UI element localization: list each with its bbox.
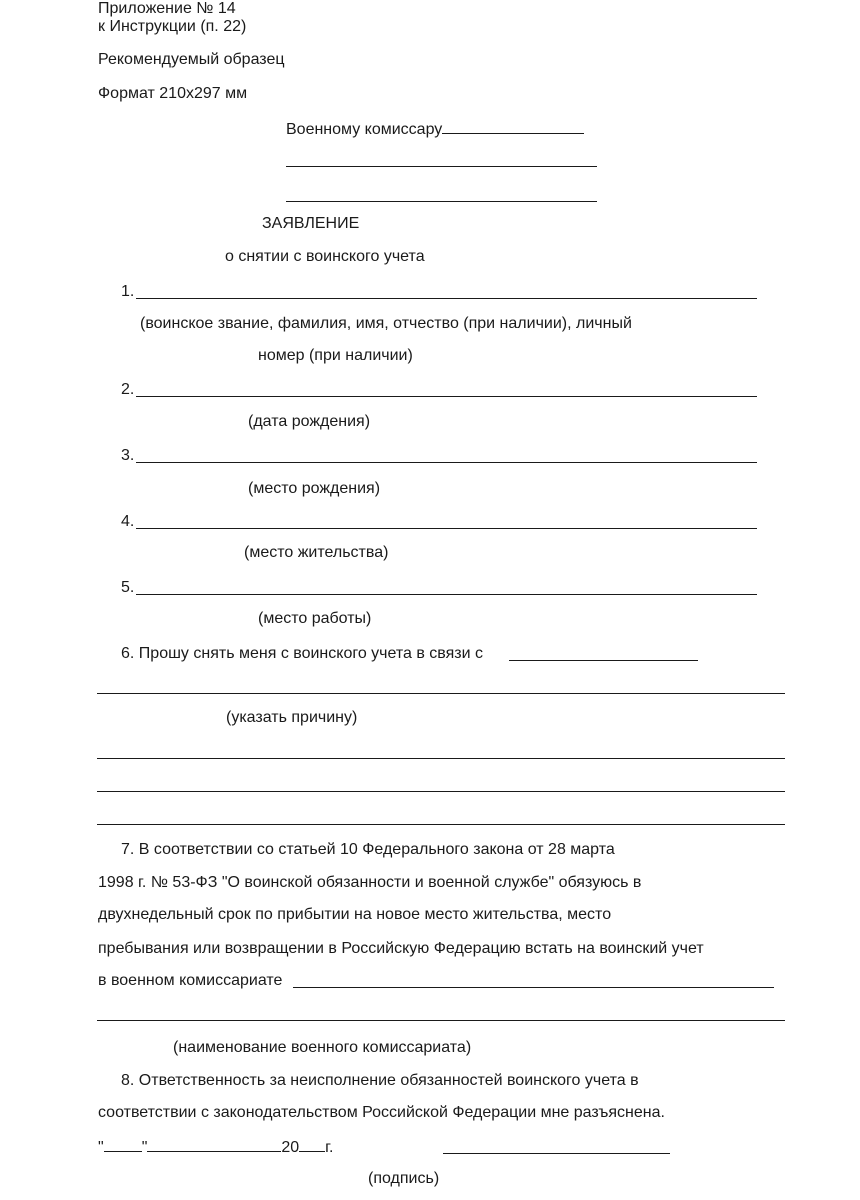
document-subtitle: о снятии с воинского учета [225, 248, 425, 265]
field-1-blank[interactable] [136, 298, 757, 299]
item-8-line-2: соответствии с законодательством Российской Федерации мне разъяснена. [98, 1104, 665, 1121]
addressee-blank-2[interactable] [286, 166, 597, 167]
recommended-sample-label: Рекомендуемый образец [98, 51, 285, 68]
field-4-number: 4. [121, 513, 135, 530]
field-1-number: 1. [121, 283, 135, 300]
field-3-blank[interactable] [136, 462, 757, 463]
item-6-reason-blank-1[interactable] [97, 693, 785, 694]
year-suffix: г. [325, 1139, 334, 1156]
field-2-number: 2. [121, 381, 135, 398]
field-2-blank[interactable] [136, 396, 757, 397]
addressee-line-1 [286, 119, 584, 139]
commissariat-blank[interactable] [97, 1020, 785, 1021]
commissariat-blank-inline[interactable] [293, 987, 774, 988]
item-7-line-5: в военном комиссариате [98, 972, 283, 989]
field-2-caption: (дата рождения) [248, 413, 371, 430]
field-5-blank[interactable] [136, 594, 757, 595]
field-1-caption-2: номер (при наличии) [258, 347, 413, 364]
addressee-label: Военному комиссару [286, 121, 443, 138]
item-6-reason-blank-inline[interactable] [509, 660, 698, 661]
item-6-reason-blank-2[interactable] [97, 758, 785, 759]
field-1-caption: (воинское звание, фамилия, имя, отчество (при наличии), личный [140, 315, 632, 332]
signature-caption: (подпись) [368, 1170, 440, 1187]
year-blank[interactable] [299, 1137, 325, 1152]
year-prefix: 20 [281, 1139, 300, 1156]
item-8-line-1: 8. Ответственность за неисполнение обязанностей воинского учета в [121, 1072, 639, 1089]
item-7-line-4: пребывания или возвращении в Российскую Федерацию встать на воинский учет [98, 940, 704, 957]
document-title: ЗАЯВЛЕНИЕ [262, 215, 360, 232]
signature-blank[interactable] [443, 1153, 670, 1154]
day-blank[interactable] [104, 1137, 142, 1152]
field-4-caption: (место жительства) [244, 544, 389, 561]
field-5-caption: (место работы) [258, 610, 372, 627]
item-7-line-3: двухнедельный срок по прибытии на новое место жительства, место [98, 906, 612, 923]
date-quote-close: " [141, 1139, 148, 1156]
field-4-blank[interactable] [136, 528, 757, 529]
item-6-reason-blank-3[interactable] [97, 791, 785, 792]
item-6-text: 6. Прошу снять меня с воинского учета в связи с [121, 645, 484, 662]
field-5-number: 5. [121, 579, 135, 596]
field-3-number: 3. [121, 447, 135, 464]
date-line [98, 1137, 334, 1157]
appendix-number: Приложение № 14 [98, 0, 236, 17]
addressee-blank-1[interactable] [442, 119, 584, 134]
item-7-line-1: 7. В соответствии со статьей 10 Федерального закона от 28 марта [121, 841, 615, 858]
item-7-line-2: 1998 г. № 53-ФЗ "О воинской обязанности и военной службе" обязуюсь в [98, 874, 642, 891]
field-3-caption: (место рождения) [248, 480, 381, 497]
date-quote-open: " [98, 1139, 104, 1156]
item-6-reason-blank-4[interactable] [97, 824, 785, 825]
format-label: Формат 210x297 мм [98, 85, 248, 102]
addressee-blank-3[interactable] [286, 201, 597, 202]
item-7-caption: (наименование военного комиссариата) [173, 1039, 472, 1056]
item-6-caption: (указать причину) [226, 709, 358, 726]
instruction-reference: к Инструкции (п. 22) [98, 18, 247, 35]
month-blank[interactable] [147, 1137, 281, 1152]
item-6-line [121, 645, 483, 663]
